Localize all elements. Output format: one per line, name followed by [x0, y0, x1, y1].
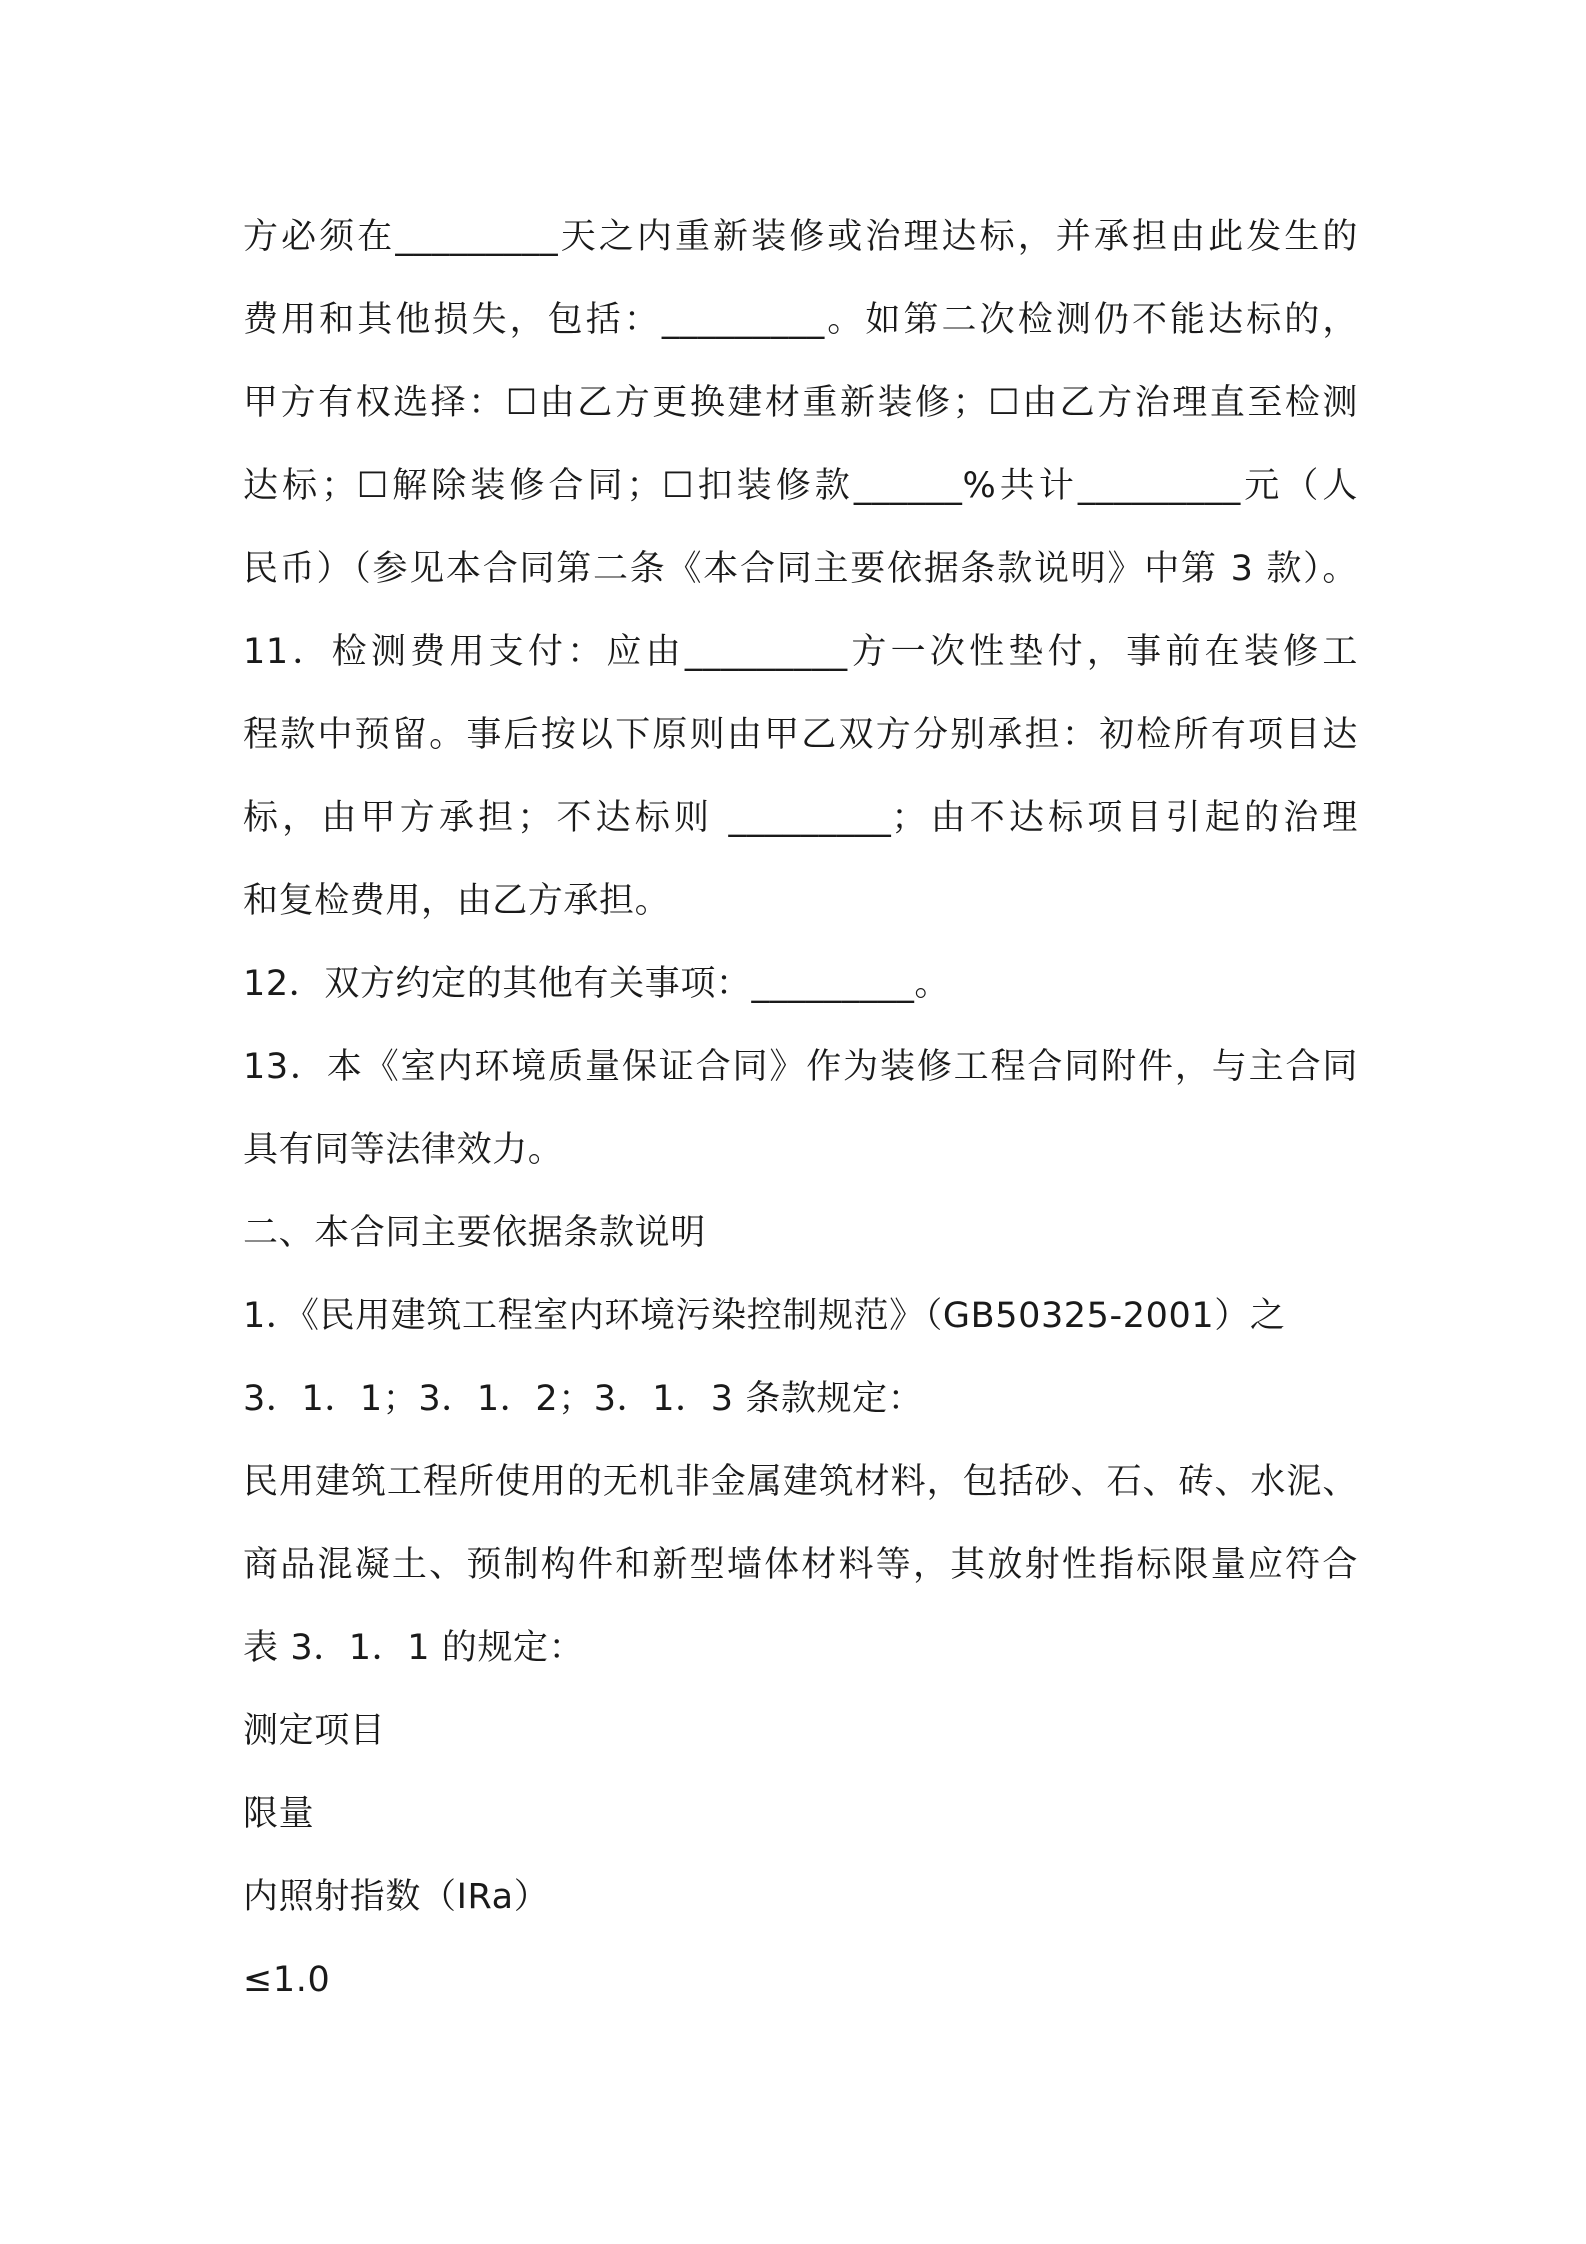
table-cell-limit: ≤1.0 [243, 1960, 331, 2000]
table-header-item: 测定项目 [243, 1711, 386, 1751]
text-line: 达标；☐解除装修合同；☐扣装修款______%共计_________元（人 [243, 466, 1358, 506]
text-line: 3．1．1；3．1．2；3．1．3 条款规定： [243, 1379, 924, 1419]
text-line: 具有同等法律效力。 [243, 1130, 564, 1170]
text-line: 商品混凝土、预制构件和新型墙体材料等，其放射性指标限量应符合 [243, 1545, 1358, 1585]
text-line: 民币）（参见本合同第二条《本合同主要依据条款说明》中第 3 款）。 [243, 549, 1358, 589]
table-header-limit: 限量 [243, 1794, 315, 1834]
text-line: 表 3．1．1 的规定： [243, 1628, 585, 1668]
clause-11: 11．检测费用支付：应由_________方一次性垫付，事前在装修工 [243, 632, 1358, 672]
table-cell-item: 内照射指数（IRa） [243, 1877, 550, 1917]
text-line: 标，由甲方承担；不达标则 _________；由不达标项目引起的治理 [243, 798, 1358, 838]
text-line: 程款中预留。事后按以下原则由甲乙双方分别承担：初检所有项目达 [243, 715, 1358, 755]
text-line: 甲方有权选择：☐由乙方更换建材重新装修；☐由乙方治理直至检测 [243, 383, 1358, 423]
contract-text [243, 196, 1358, 2022]
clause-13: 13．本《室内环境质量保证合同》作为装修工程合同附件，与主合同 [243, 1047, 1358, 1087]
text-line: 和复检费用，由乙方承担。 [243, 881, 671, 921]
clause-12: 12．双方约定的其他有关事项：_________。 [243, 964, 951, 1004]
text-line: 方必须在_________天之内重新装修或治理达标，并承担由此发生的 [243, 217, 1358, 257]
section-heading: 二、本合同主要依据条款说明 [243, 1213, 706, 1253]
clause-1: 1．《民用建筑工程室内环境污染控制规范》（GB50325-2001）之 [243, 1296, 1286, 1336]
text-line: 民用建筑工程所使用的无机非金属建筑材料，包括砂、石、砖、水泥、 [243, 1462, 1358, 1502]
text-line: 费用和其他损失，包括：_________。如第二次检测仍不能达标的， [243, 300, 1358, 340]
